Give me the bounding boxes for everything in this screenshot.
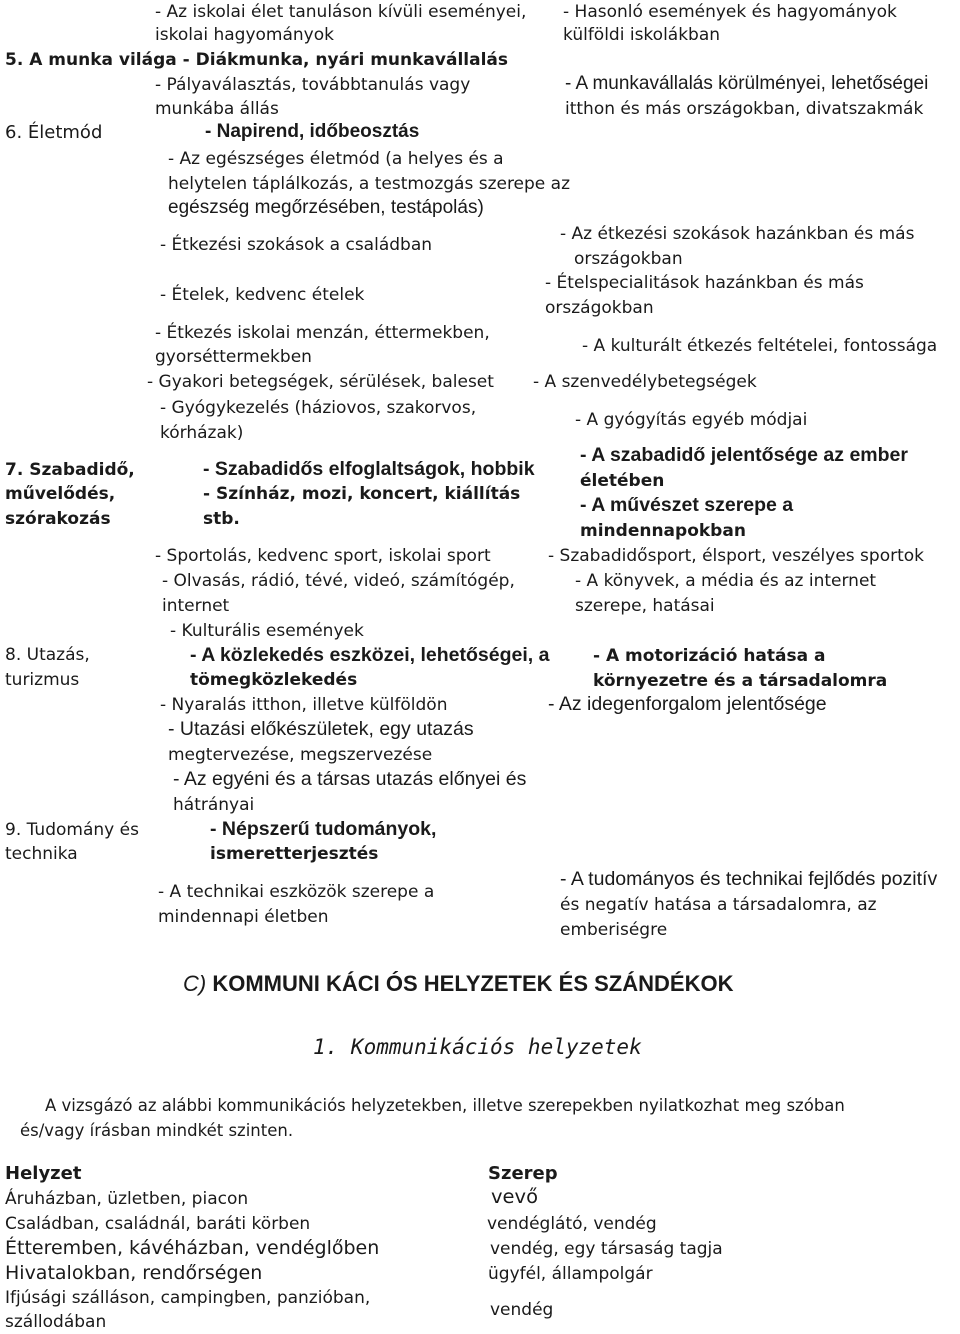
- topic-text: internet: [162, 596, 230, 616]
- topic-text: emberiségre: [560, 920, 668, 940]
- topic-heading: környezetre és a társadalomra: [593, 671, 888, 691]
- topic-text: - Sportolás, kedvenc sport, iskolai sport: [155, 546, 491, 566]
- topic-heading: - Népszerű tudományok,: [210, 818, 437, 840]
- section-title: [183, 972, 733, 996]
- table-cell-situation: Étteremben, kávéházban, vendéglőben: [5, 1237, 380, 1259]
- topic-text: - Gyakori betegségek, sérülések, baleset: [147, 372, 494, 392]
- table-cell-situation: szállodában: [5, 1312, 107, 1332]
- topic-text: országokban: [545, 298, 654, 318]
- topic-heading: tömegközlekedés: [190, 670, 358, 690]
- topic-text: - Nyaralás itthon, illetve külföldön: [160, 695, 448, 715]
- topic-text: - A könyvek, a média és az internet: [575, 571, 877, 591]
- topic-number: 9. Tudomány és: [5, 820, 139, 840]
- topic-text: - Hasonló események és hagyományok: [563, 2, 897, 22]
- topic-heading: - A motorizáció hatása a: [593, 646, 826, 666]
- topic-heading: - A közlekedés eszközei, lehetőségei, a: [190, 644, 550, 666]
- topic-text: gyorséttermekben: [155, 347, 312, 367]
- topic-text: külföldi iskolákban: [563, 25, 721, 45]
- topic-number: 8. Utazás,: [5, 645, 90, 665]
- topic-text: - A munkavállalás körülményei, lehetőségei: [565, 73, 929, 94]
- topic-text: - A kulturált étkezés feltételei, fontossága: [582, 336, 938, 356]
- table-cell-role: vevő: [491, 1185, 539, 1208]
- topic-number: technika: [5, 844, 78, 864]
- topic-heading: - A szabadidő jelentősége az ember: [580, 444, 908, 466]
- intro-paragraph: A vizsgázó az alábbi kommunikációs helyzetekben, illetve szerepekben nyilatkozhat meg szóban: [45, 1096, 845, 1115]
- topic-text: - A szenvedélybetegségek: [533, 372, 757, 392]
- topic-number: 6. Életmód: [5, 122, 103, 143]
- topic-heading: ismeretterjesztés: [210, 844, 379, 864]
- topic-heading: mindennapokban: [580, 521, 746, 541]
- table-cell-situation: Hivatalokban, rendőrségen: [5, 1262, 263, 1284]
- topic-text: szerepe, hatásai: [575, 596, 715, 616]
- topic-text: - Utazási előkészületek, egy utazás: [168, 718, 474, 740]
- topic-number: turizmus: [5, 670, 80, 690]
- topic-text: itthon és más országokban, divatszakmák: [565, 99, 924, 119]
- topic-number: 7. Szabadidő,: [5, 460, 135, 480]
- topic-text: - Étkezés iskolai menzán, éttermekben,: [155, 323, 490, 343]
- topic-text: - Étkezési szokások a családban: [160, 235, 433, 255]
- topic-text: megtervezése, megszervezése: [168, 745, 433, 765]
- table-cell-role: vendéglátó, vendég: [487, 1214, 657, 1234]
- topic-text: - Gyógykezelés (háziovos, szakorvos,: [160, 398, 477, 418]
- topic-number: szórakozás: [5, 509, 111, 529]
- topic-text: országokban: [574, 249, 683, 269]
- topic-text: - Szabadidősport, élsport, veszélyes sportok: [548, 546, 925, 566]
- topic-text: kórházak): [160, 423, 244, 443]
- topic-heading: - Napirend, időbeosztás: [205, 121, 420, 142]
- topic-text: - Az egyéni és a társas utazás előnyei és: [173, 768, 527, 790]
- section-subtitle: 1. Kommunikációs helyzetek: [313, 1035, 642, 1059]
- topic-text: munkába állás: [155, 99, 279, 119]
- topic-text: - Pályaválasztás, továbbtanulás vagy: [155, 75, 471, 95]
- table-header-role: Szerep: [488, 1163, 558, 1184]
- table-cell-role: vendég, egy társaság tagja: [490, 1239, 723, 1259]
- topic-text: - Ételspecialitások hazánkban és más: [545, 273, 864, 293]
- topic-text: - Az idegenforgalom jelentősége: [548, 693, 827, 715]
- topic-number: művelődés,: [5, 484, 116, 504]
- table-cell-situation: Családban, családnál, baráti körben: [5, 1214, 311, 1234]
- topic-text: és negatív hatása a társadalomra, az: [560, 895, 877, 915]
- table-cell-role: ügyfél, állampolgár: [488, 1264, 653, 1284]
- table-cell-situation: Ifjúsági szálláson, campingben, panzióban,: [5, 1288, 371, 1308]
- topic-text: hátrányai: [173, 795, 255, 815]
- topic-heading: - Színház, mozi, koncert, kiállítás: [203, 484, 521, 504]
- topic-heading: 5. A munka világa - Diákmunka, nyári munkavállalás: [5, 50, 509, 70]
- topic-heading: életében: [580, 471, 665, 491]
- topic-text: helytelen táplálkozás, a testmozgás szerepe az: [168, 174, 571, 194]
- section-title-text: KOMMUNI KÁCI ÓS HELYZETEK ÉS SZÁNDÉKOK: [212, 971, 734, 996]
- table-header-situation: Helyzet: [5, 1163, 82, 1184]
- section-letter: C): [183, 971, 207, 996]
- topic-text: - Az iskolai élet tanuláson kívüli eseményei,: [155, 2, 527, 22]
- topic-text: - A gyógyítás egyéb módjai: [575, 410, 808, 430]
- topic-text: - Ételek, kedvenc ételek: [160, 285, 365, 305]
- table-cell-situation: Áruházban, üzletben, piacon: [5, 1189, 249, 1209]
- topic-text: egészség megőrzésében, testápolás): [168, 197, 484, 218]
- topic-text: - A tudományos és technikai fejlődés pozitív: [560, 868, 938, 890]
- intro-paragraph: és/vagy írásban mindkét szinten.: [20, 1121, 294, 1140]
- topic-text: - Az étkezési szokások hazánkban és más: [560, 224, 915, 244]
- topic-heading: - A művészet szerepe a: [580, 494, 794, 516]
- topic-heading: - Szabadidős elfoglaltságok, hobbik: [203, 458, 535, 480]
- topic-text: - Olvasás, rádió, tévé, videó, számítógép,: [162, 571, 515, 591]
- topic-text: iskolai hagyományok: [155, 25, 334, 45]
- topic-text: mindennapi életben: [158, 907, 329, 927]
- topic-text: - Kulturális események: [170, 621, 364, 641]
- topic-text: - Az egészséges életmód (a helyes és a: [168, 149, 504, 169]
- topic-heading: stb.: [203, 509, 240, 529]
- topic-text: - A technikai eszközök szerepe a: [158, 882, 435, 902]
- table-cell-role: vendég: [490, 1300, 554, 1320]
